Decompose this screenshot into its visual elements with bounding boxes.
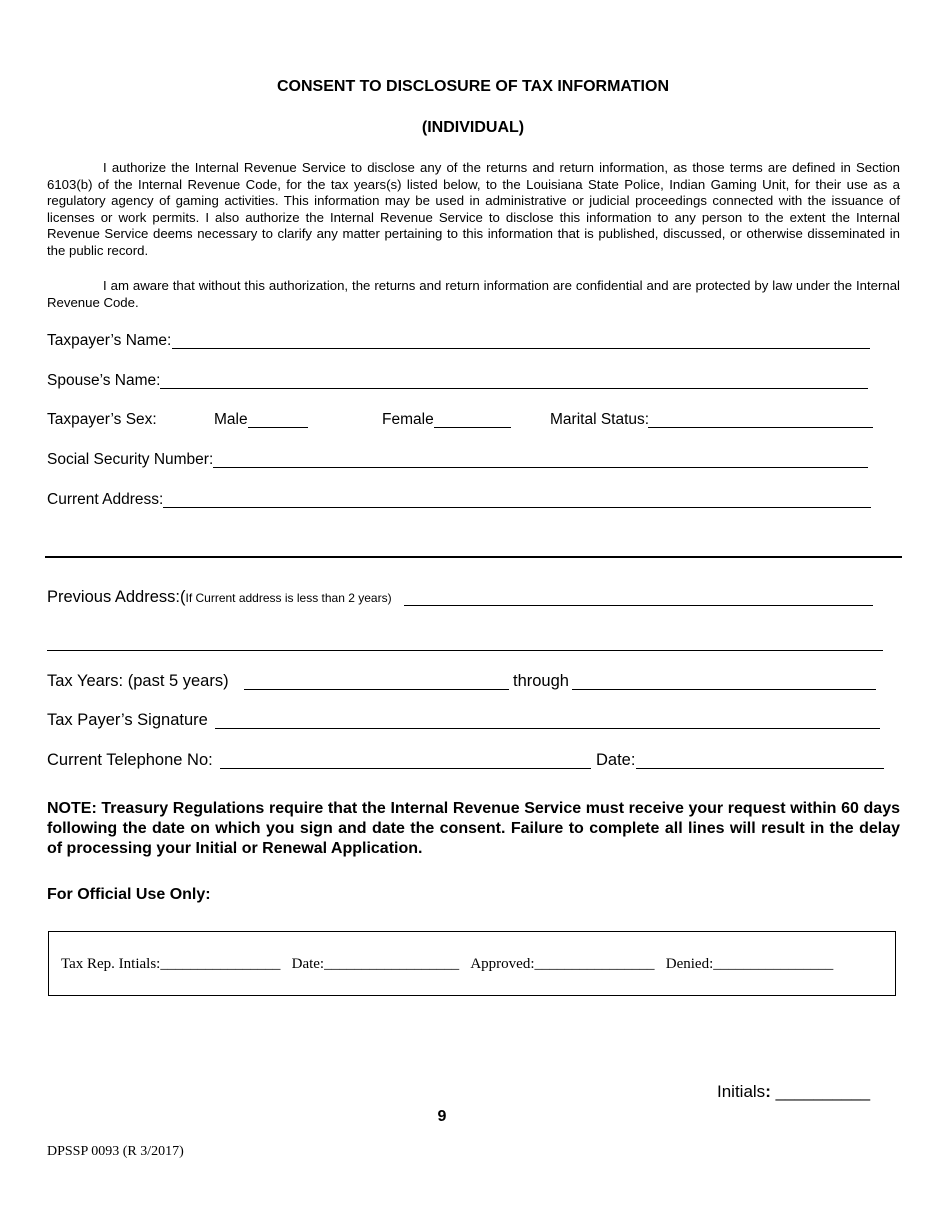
- tax-years-from-field[interactable]: [244, 689, 509, 690]
- signature-field[interactable]: [215, 728, 880, 729]
- official-use-row: [61, 956, 833, 973]
- female-label: Female: [382, 411, 434, 428]
- date-field[interactable]: [636, 768, 884, 769]
- current-address-field[interactable]: [163, 507, 871, 508]
- spouse-name-field[interactable]: [160, 388, 868, 389]
- telephone-label: Current Telephone No:: [47, 751, 213, 769]
- previous-address-note: If Current address is less than 2 years): [185, 591, 392, 605]
- tax-years-label: Tax Years: (past 5 years): [47, 672, 229, 690]
- tax-rep-initials-field[interactable]: Tax Rep. Intials:________________: [61, 956, 281, 972]
- ssn-label: Social Security Number:: [47, 451, 214, 468]
- ssn-field[interactable]: [213, 467, 868, 468]
- marital-status-field[interactable]: [648, 427, 873, 428]
- previous-address-line-2[interactable]: [47, 650, 883, 651]
- spouse-name-label: Spouse’s Name:: [47, 372, 161, 389]
- signature-label: Tax Payer’s Signature: [47, 711, 208, 729]
- tax-years-to-field[interactable]: [572, 689, 876, 690]
- official-use-heading: For Official Use Only:: [47, 886, 211, 903]
- telephone-field[interactable]: [220, 768, 591, 769]
- official-use-box: [48, 931, 896, 996]
- page-number: 9: [437, 1108, 447, 1125]
- awareness-paragraph: I am aware that without this authorization, the returns and return information are confidential and are protected by law under the Internal Revenue Code.: [47, 278, 900, 310]
- marital-status-label: Marital Status:: [550, 411, 650, 428]
- form-id: DPSSP 0093 (R 3/2017): [47, 1144, 184, 1159]
- initials-label: Initials: [717, 1082, 766, 1101]
- initials-field[interactable]: __________: [770, 1082, 871, 1101]
- male-label: Male: [214, 411, 248, 428]
- female-field[interactable]: [434, 427, 511, 428]
- previous-address-field[interactable]: [404, 605, 873, 606]
- male-field[interactable]: [248, 427, 308, 428]
- current-address-label: Current Address:: [47, 491, 164, 508]
- taxpayer-name-label: Taxpayer’s Name:: [47, 332, 172, 349]
- denied-field[interactable]: Denied:________________: [665, 956, 834, 972]
- date-label: Date:: [596, 751, 636, 769]
- page-title: CONSENT TO DISCLOSURE OF TAX INFORMATION: [277, 78, 669, 95]
- page-subtitle: (INDIVIDUAL): [421, 119, 525, 136]
- previous-address-row: [47, 588, 392, 607]
- taxpayer-name-field[interactable]: [172, 348, 870, 349]
- approved-field[interactable]: Approved:________________: [470, 956, 655, 972]
- authorization-paragraph: I authorize the Internal Revenue Service to disclose any of the returns and return information, as those terms are defined in Section 6103(b) of the Internal Revenue Code, for the tax years(s) listed below, to the Louisiana State Police, Indian Gaming Unit, for their use as a regulatory agency of gaming activities. This information may be used in administrative or judicial proceedings connected with the issuance of licenses or work permits. I also authorize the Internal Revenue Service to disclose this information to any person to the extent the Internal Revenue Service deems necessary to clarify any matter pertaining to this information that is published, discussed, or otherwise disseminated in the public record.: [47, 160, 900, 258]
- treasury-note: NOTE: Treasury Regulations require that the Internal Revenue Service must receive your request within 60 days following the date on which you sign and date the consent. Failure to complete all lines will result in the delay of processing your Initial or Renewal Application.: [47, 800, 900, 857]
- initials-colon: :: [765, 1082, 771, 1101]
- taxpayer-sex-label: Taxpayer’s Sex:: [47, 411, 157, 428]
- address-divider[interactable]: [45, 556, 902, 558]
- through-label: through: [513, 672, 569, 690]
- official-date-field[interactable]: Date:__________________: [291, 956, 460, 972]
- initials-row: [717, 1082, 870, 1102]
- previous-address-label: Previous Address:(: [47, 588, 186, 606]
